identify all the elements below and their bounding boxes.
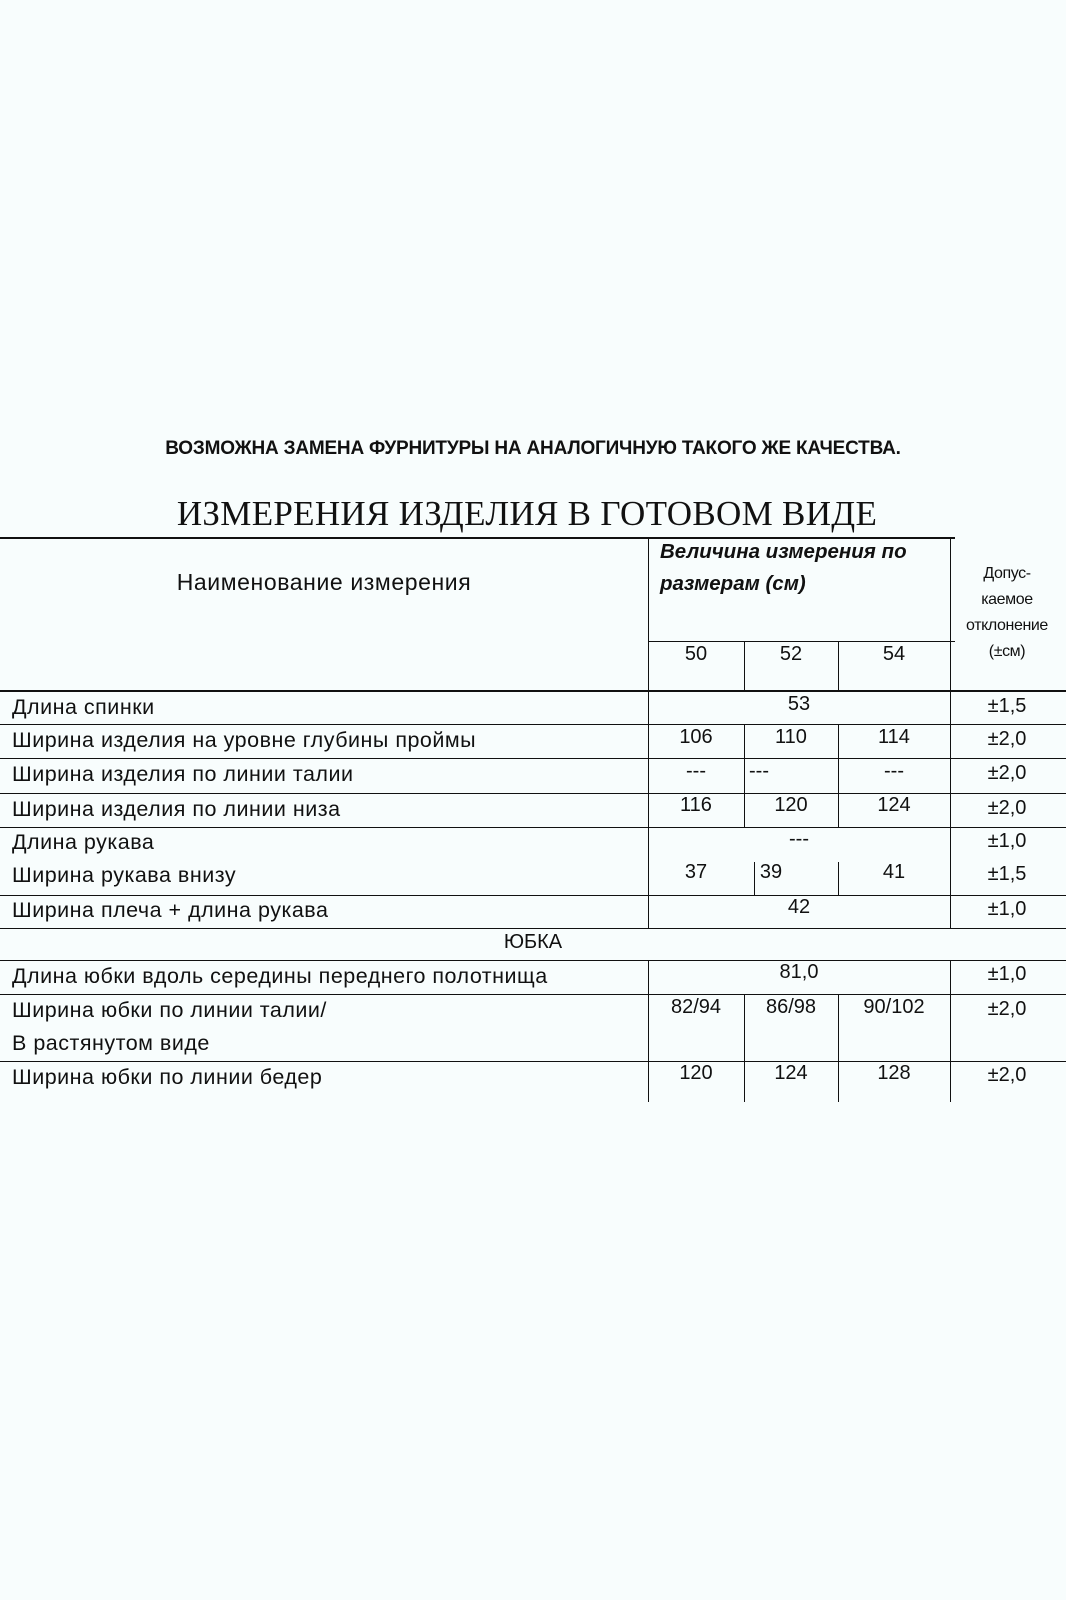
row-tolerance: ±2,0: [987, 998, 1027, 1020]
row-tolerance: ±1,0: [987, 963, 1027, 985]
row-value-50: 37: [684, 861, 708, 883]
row-tolerance: ±2,0: [987, 728, 1027, 750]
table-title-text: ИЗМЕРЕНИЯ ИЗДЕЛИЯ В ГОТОВОМ ВИДЕ: [176, 494, 878, 533]
row-tolerance: ±1,0: [987, 898, 1027, 920]
row-merged-value: 81,0: [779, 961, 819, 983]
row-value-52: ---: [749, 760, 769, 782]
header-tolerance-line-3: отклонение: [966, 617, 1048, 634]
row-value-54: 114: [878, 726, 910, 748]
row-value-54: 124: [877, 794, 911, 816]
row-name: Ширина изделия по линии низа: [12, 797, 341, 821]
rule-section-top: [0, 928, 1066, 929]
row-value-54: ---: [884, 760, 904, 782]
row-name: Ширина юбки по линии талии/: [12, 998, 327, 1022]
rule-col-52-b: [754, 862, 755, 895]
header-sizes-caption: [660, 536, 940, 600]
row-name: Длина юбки вдоль середины переднего полотнища: [12, 964, 548, 988]
row-name: Ширина изделия на уровне глубины проймы: [12, 728, 477, 752]
header-tolerance-line-1: Допус-: [983, 565, 1031, 582]
row-tolerance: ±2,0: [987, 762, 1027, 784]
header-sizes-caption-line-1: Величина измерения по: [660, 540, 907, 563]
header-tolerance-line-2: каемое: [981, 591, 1033, 608]
row-value-52: 86/98: [765, 996, 817, 1018]
row-tolerance: ±2,0: [987, 797, 1027, 819]
row-value-50: 106: [679, 726, 713, 748]
row-merged-value: 53: [787, 693, 811, 715]
header-name: Наименование измерения: [176, 569, 472, 595]
row-value-50: 116: [680, 794, 712, 816]
header-tolerance-line-4: (±см): [988, 643, 1026, 660]
row-value-52: 124: [774, 1062, 808, 1084]
row-merged-value: ---: [789, 828, 809, 850]
header-sizes-caption-line-2: размерам (см): [660, 572, 806, 595]
row-value-54: 128: [877, 1062, 911, 1084]
row-merged-value: 42: [787, 896, 811, 918]
measurement-table: [0, 537, 1066, 1102]
row-name: Ширина плеча + длина рукава: [12, 898, 329, 922]
row-value-50: 82/94: [670, 996, 722, 1018]
row-name: Длина рукава: [12, 830, 155, 854]
row-name: Ширина изделия по линии талии: [12, 762, 354, 786]
row-tolerance: ±1,5: [987, 695, 1027, 717]
row-value-52: 39: [759, 861, 783, 883]
row-name: Длина спинки: [12, 695, 155, 719]
header-size-50: 50: [684, 643, 708, 665]
row-value-50: ---: [686, 760, 706, 782]
row-value-54: 90/102: [863, 996, 925, 1018]
table-title: [0, 494, 1066, 534]
hardware-notice: ВОЗМОЖНА ЗАМЕНА ФУРНИТУРЫ НА АНАЛОГИЧНУЮ ТАКОГО ЖЕ КАЧЕСТВА.: [165, 438, 901, 459]
row-value-52: 120: [774, 794, 808, 816]
row-tolerance: ±1,0: [987, 830, 1027, 852]
row-tolerance: ±1,5: [987, 863, 1027, 885]
header-tolerance: [950, 561, 1064, 665]
header-size-54: 54: [882, 643, 906, 665]
section-header-skirt: ЮБКА: [503, 931, 563, 953]
row-value-50: 120: [679, 1062, 713, 1084]
row-name: В растянутом виде: [12, 1031, 210, 1055]
row-name: Ширина юбки по линии бедер: [12, 1065, 323, 1089]
header-size-52: 52: [779, 643, 803, 665]
row-value-54: 41: [882, 861, 906, 883]
row-tolerance: ±2,0: [987, 1064, 1027, 1086]
row-value-52: 110: [775, 726, 807, 748]
row-name: Ширина рукава внизу: [12, 863, 237, 887]
